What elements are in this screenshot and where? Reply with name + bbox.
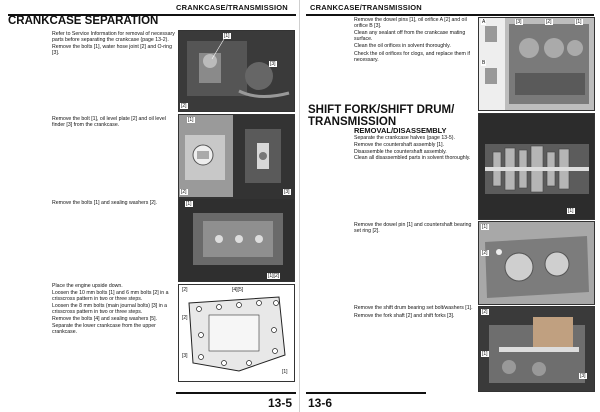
figure-sealing-washers xyxy=(178,198,295,282)
step-text: Separate the lower crankcase from the upper crankcase. xyxy=(52,323,156,336)
callout-label: [1] xyxy=(224,33,230,39)
section-title: CRANKCASE SEPARATION xyxy=(8,15,159,27)
step-text: Remove the fork shaft [2] and shift forks [3]. xyxy=(354,313,455,319)
callout-label: [1] xyxy=(188,117,194,123)
callout-label: [1] xyxy=(576,19,582,25)
section-title: SHIFT FORK/SHIFT DRUM/ xyxy=(308,104,455,116)
step-text: Remove the bolt [1], oil level plate [2] and oil level finder [3] from the crankcase. xyxy=(52,116,166,129)
step-text: Clean any sealant off from the crankcase mating surface. xyxy=(354,30,466,43)
step-text: Refer to Service Information for removal of necessary parts before separating the crankcase (page 13-2). xyxy=(52,31,175,44)
step-text: Clean the oil orifices in solvent thoroughly. xyxy=(354,43,451,49)
step-text: Check the oil orifices for clogs, and replace them if necessary. xyxy=(354,51,470,64)
figure-oil-level-finder xyxy=(234,114,295,198)
callout-label: [1] xyxy=(568,208,574,214)
figure-oil-level-plate xyxy=(178,114,234,198)
step-text: Separate the crankcase halves (page 13-5). xyxy=(354,135,455,141)
figure-crankcase-bolt-pattern xyxy=(178,284,295,382)
callout-label: [3] xyxy=(270,61,276,67)
callout-label: [3] xyxy=(182,353,188,359)
callout-label: [3] xyxy=(580,373,586,379)
step-text: Disassemble the countershaft assembly. xyxy=(354,149,447,155)
running-header: CRANKCASE/TRANSMISSION xyxy=(176,3,288,12)
footer-rule xyxy=(176,392,296,394)
callout-label: [2] xyxy=(546,19,552,25)
header-rule xyxy=(306,14,594,16)
step-text: Remove the dowel pins [1], oil orifice A [2] and oil orifice B [3]. xyxy=(354,17,467,30)
figure-water-hose-joint xyxy=(178,30,295,112)
figure-countershaft-assembly xyxy=(478,113,595,220)
step-text: Remove the dowel pin [1] and countershaft bearing set ring [2]. xyxy=(354,222,472,235)
callout-label: [3] xyxy=(516,19,522,25)
page-number: 13-6 xyxy=(308,396,333,410)
step-text: Remove the bolts [1], water hose joint [2] and O-ring [3]. xyxy=(52,44,172,57)
figure-dowel-pins-orifices xyxy=(478,17,595,111)
step-text: Remove the shift drum bearing set bolt/washers [1]. xyxy=(354,305,473,311)
step-text: Place the engine upside down. xyxy=(52,283,123,289)
section-title: TRANSMISSION xyxy=(308,116,397,128)
callout-label: [2] xyxy=(181,103,187,109)
callout-label: [2] xyxy=(182,287,188,293)
callout-label: [1] xyxy=(186,201,192,207)
right-page xyxy=(300,0,600,412)
callout-label: A xyxy=(482,19,486,25)
callout-label: [1] xyxy=(482,351,488,357)
callout-label: B xyxy=(482,60,486,66)
figure-dowel-pin-set-ring xyxy=(478,221,595,305)
step-text: Clean all disassembled parts in solvent thoroughly. xyxy=(354,155,471,161)
page-number: 13-5 xyxy=(268,396,293,410)
figure-fork-shaft-shift-forks xyxy=(478,306,595,392)
callout-label: [1][2] xyxy=(268,273,280,279)
footer-rule xyxy=(306,392,426,394)
callout-label: [1] xyxy=(482,224,488,230)
step-text: Loosen the 8 mm bolts (main journal bolts) [3] in a crisscross pattern in two or three steps. xyxy=(52,303,168,316)
running-header: CRANKCASE/TRANSMISSION xyxy=(310,3,422,12)
step-text: Remove the bolts [4] and sealing washers [5]. xyxy=(52,316,157,322)
callout-label: [2] xyxy=(181,189,187,195)
step-text: Loosen the 10 mm bolts [1] and 6 mm bolts [2] in a crisscross pattern in two or three steps. xyxy=(52,290,169,303)
step-text: Remove the bolts [1] and sealing washers [2]. xyxy=(52,200,157,206)
callout-label: [4][5] xyxy=(232,287,244,293)
step-text: Remove the countershaft assembly [1]. xyxy=(354,142,444,148)
callout-label: [2] xyxy=(482,309,488,315)
subsection-title: REMOVAL/DISASSEMBLY xyxy=(354,126,447,135)
callout-label: [1] xyxy=(282,369,288,375)
callout-label: [2] xyxy=(182,315,188,321)
callout-label: [3] xyxy=(284,189,290,195)
callout-label: [2] xyxy=(482,250,488,256)
